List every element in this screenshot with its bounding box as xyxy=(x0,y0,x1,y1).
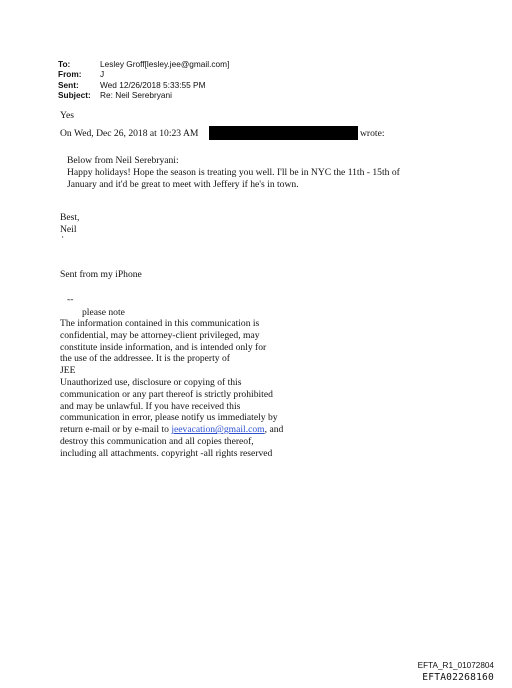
redaction-bar xyxy=(209,126,358,140)
disclaimer-line: and may be unlawful. If you have received this xyxy=(60,400,241,412)
closing: Best, xyxy=(60,212,80,223)
email-line-pre: return e-mail or by e-mail to xyxy=(60,424,172,436)
disclaimer-block xyxy=(60,318,283,460)
reply-text: Yes xyxy=(60,110,74,121)
signature-mark: · xyxy=(61,232,65,243)
subject-value: Re: Neil Serebryani xyxy=(100,90,172,101)
message-line-2: January and it'd be great to meet with Jeffery if he's in town. xyxy=(67,179,299,190)
signature: Neil xyxy=(60,224,77,235)
below-from: Below from Neil Serebryani: xyxy=(67,155,179,166)
to-value: Lesley Groff[lesley.jee@gmail.com] xyxy=(100,59,230,69)
disclaimer-line: confidential, may be attorney-client privileged, may xyxy=(60,329,260,341)
message-line-1: Happy holidays! Hope the season is treating you well. I'll be in NYC the 11th - 15th of xyxy=(67,167,400,178)
disclaimer-line: the use of the addressee. It is the property of xyxy=(60,353,230,365)
disclaimer-line: The information contained in this communication is xyxy=(60,318,260,329)
from-value: J xyxy=(100,69,105,80)
from-row xyxy=(58,69,229,79)
disclaimer-line: communication in error, please notify us immediately by xyxy=(60,412,278,424)
email-line-post: , and xyxy=(264,424,284,436)
subject-row xyxy=(58,90,229,100)
bates-number-2: EFTA02268160 xyxy=(422,672,494,683)
from-label: From: xyxy=(58,69,82,80)
quote-intro: On Wed, Dec 26, 2018 at 10:23 AM xyxy=(60,128,199,139)
disclaimer-line: including all attachments. copyright -all rights reserved xyxy=(60,447,273,459)
disclaimer-line: constitute inside information, and is intended only for xyxy=(60,341,267,353)
email-link[interactable]: jeevacation@gmail.com xyxy=(171,424,265,436)
quote-wrote: wrote: xyxy=(360,128,385,139)
sent-row xyxy=(58,80,229,90)
disclaimer-line: JEE xyxy=(60,365,76,377)
subject-label: Subject: xyxy=(58,90,91,101)
bates-number-1: EFTA_R1_01072804 xyxy=(417,661,494,670)
to-label: To: xyxy=(58,59,71,69)
disclaimer-line: destroy this communication and all copies thereof, xyxy=(60,435,254,447)
sent-from: Sent from my iPhone xyxy=(60,269,142,280)
disclaimer-email-line xyxy=(60,424,283,436)
please-note: please note xyxy=(82,307,125,318)
sent-label: Sent: xyxy=(58,79,79,90)
disclaimer-line: communication or any part thereof is strictly prohibited xyxy=(60,388,273,400)
sent-value: Wed 12/26/2018 5:33:55 PM xyxy=(100,79,206,90)
disclaimer-line: Unauthorized use, disclosure or copying of this xyxy=(60,376,242,388)
email-header xyxy=(58,59,229,101)
to-row xyxy=(58,59,229,69)
disclaimer-dashes: -- xyxy=(67,294,74,305)
